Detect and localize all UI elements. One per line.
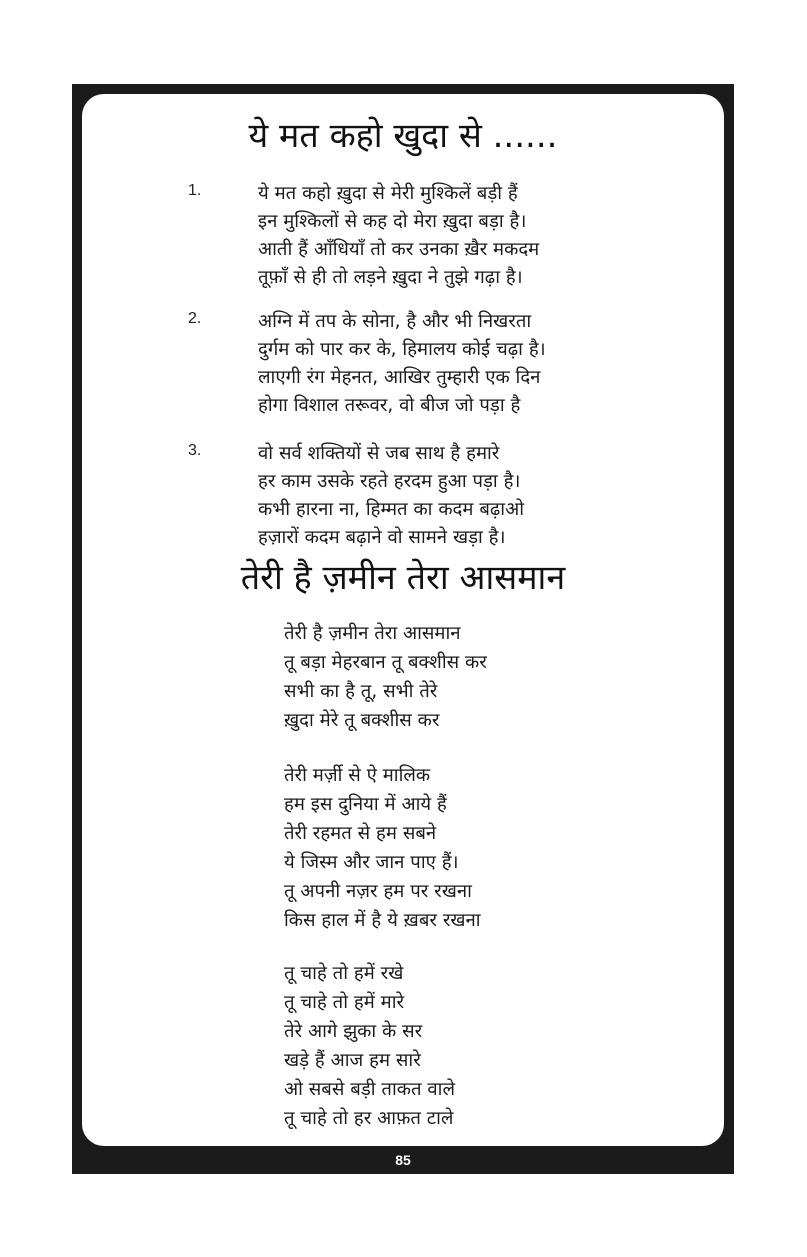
verse-line: वो सर्व शक्तियों से जब साथ है हमारे [258,443,500,464]
verse-line: लाएगी रंग मेहनत, आखिर तुम्हारी एक दिन [258,367,541,388]
verse-line: सभी का है तू, सभी तेरे [284,681,438,702]
verse-line: तेरी है ज़मीन तेरा आसमान [284,623,461,644]
page-number: 85 [395,1152,411,1168]
verse-line: तूफ़ाँ से ही तो लड़ने ख़ुदा ने तुझे गढ़ा है। [258,267,523,288]
verse-line: अग्नि में तप के सोना, है और भी निखरता [258,311,532,332]
verse-line: होगा विशाल तरूवर, वो बीज जो पड़ा है [258,395,521,416]
poem-2-title: तेरी है ज़मीन तेरा आसमान [240,558,566,598]
verse-line: तू चाहे तो हमें मारे [284,992,405,1013]
page-content [82,94,724,1146]
verse-line: तेरी रहमत से हम सबने [284,823,437,844]
stanza-number: 3. [188,442,202,459]
verse-line: किस हाल में है ये ख़बर रखना [284,910,481,931]
verse-line: तेरी मर्ज़ी से ऐ मालिक [284,765,431,786]
verse-line: तू बड़ा मेहरबान तू बक्शीस कर [284,652,487,673]
poem-1-title: ये मत कहो खुदा से ...... [248,116,558,156]
verse-line: तू चाहे तो हमें रखे [284,963,404,984]
verse-line: कभी हारना ना, हिम्मत का कदम बढ़ाओ [258,499,525,520]
verse-line: खड़े हैं आज हम सारे [284,1050,421,1071]
verse-line: ये मत कहो ख़ुदा से मेरी मुश्किलें बड़ी हैं [258,183,518,204]
verse-line: दुर्गम को पार कर के, हिमालय कोई चढ़ा है। [258,339,546,360]
verse-line: इन मुश्किलों से कह दो मेरा ख़ुदा बड़ा है। [258,211,527,232]
verse-line: हज़ारों कदम बढ़ाने वो सामने खड़ा है। [258,527,506,548]
verse-line: तू चाहे तो हर आफ़त टाले [284,1108,454,1129]
verse-line: ख़ुदा मेरे तू बक्शीस कर [284,710,440,731]
verse-line: ओ सबसे बड़ी ताकत वाले [284,1079,455,1100]
verse-line: हम इस दुनिया में आये हैं [284,794,447,815]
verse-line: ये जिस्म और जान पाए हैं। [284,852,459,873]
verse-line: हर काम उसके रहते हरदम हुआ पड़ा है। [258,471,521,492]
stanza-number: 1. [188,182,202,199]
page-frame [72,84,734,1174]
verse-line: तेरे आगे झुका के सर [284,1021,423,1042]
verse-line: तू अपनी नज़र हम पर रखना [284,881,472,902]
stanza-number: 2. [188,310,202,327]
verse-line: आती हैं आँधियाँ तो कर उनका ख़ैर मकदम [258,239,540,260]
